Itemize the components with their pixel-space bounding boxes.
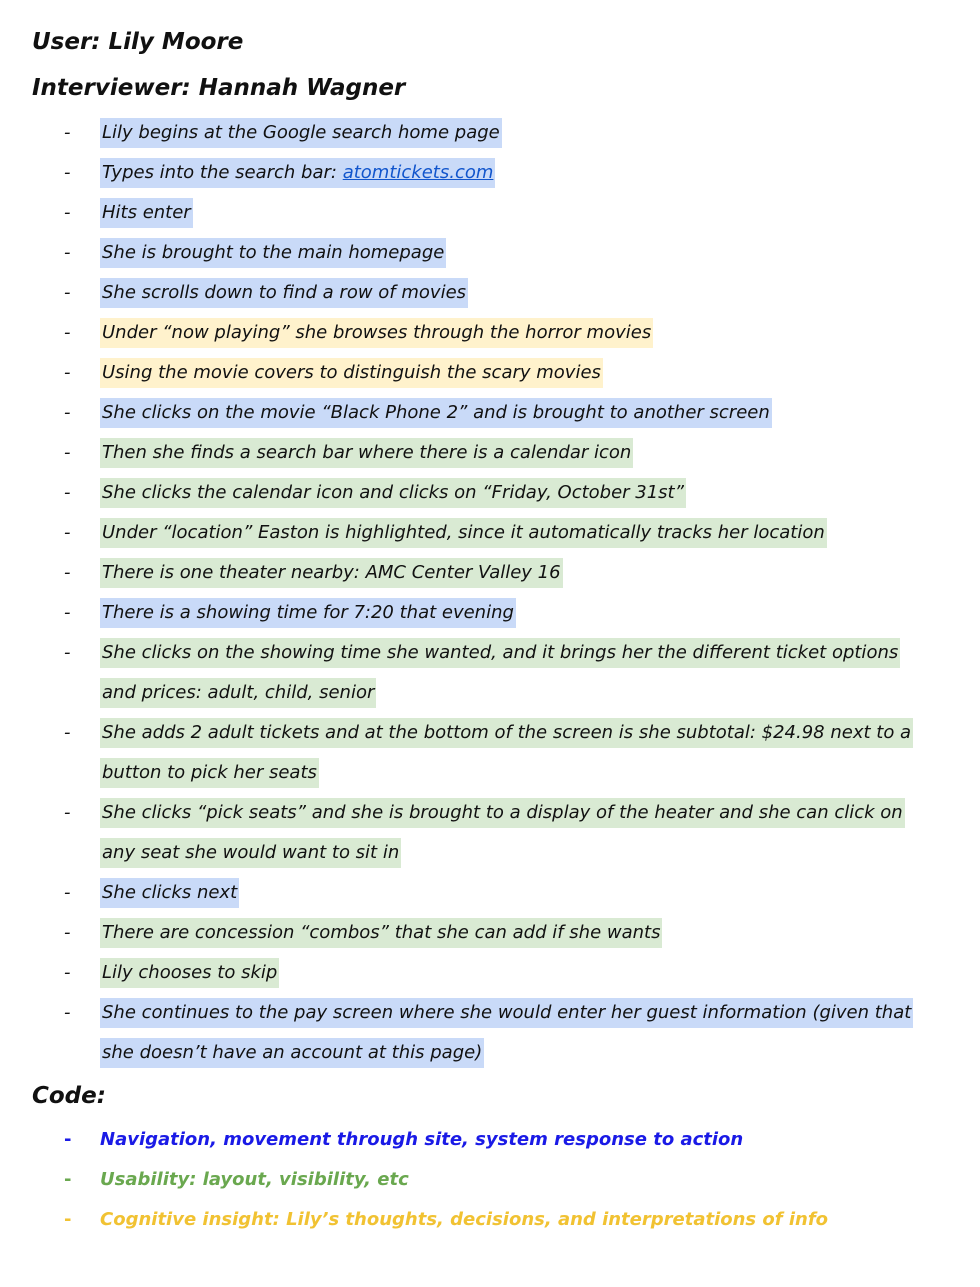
- note-line: Hits enter: [100, 198, 193, 228]
- list-item: [0, 233, 980, 273]
- note-line: button to pick her seats: [100, 758, 319, 788]
- bullet-dash: -: [64, 242, 71, 263]
- note-line: There are concession “combos” that she can add if she wants: [100, 918, 662, 948]
- note-text: [100, 633, 960, 713]
- note-text-prefix: Types into the search bar:: [102, 162, 343, 183]
- note-text: [100, 473, 960, 513]
- note-line: She clicks “pick seats” and she is brought to a display of the heater and she can click on: [100, 798, 905, 828]
- note-text: [100, 153, 960, 193]
- bullet-dash: -: [64, 1169, 72, 1190]
- bullet-dash: -: [64, 1002, 71, 1023]
- list-item: [0, 593, 980, 633]
- list-item: [0, 353, 980, 393]
- bullet-dash: -: [64, 922, 71, 943]
- note-line: Then she finds a search bar where there is a calendar icon: [100, 438, 633, 468]
- user-heading: User: Lily Moore: [32, 29, 244, 55]
- bullet-dash: -: [64, 282, 71, 303]
- note-line: She clicks on the showing time she wanted, and it brings her the different ticket options: [100, 638, 900, 668]
- note-line: She scrolls down to find a row of movies: [100, 278, 468, 308]
- note-line: She is brought to the main homepage: [100, 238, 446, 268]
- note-text: [100, 513, 960, 553]
- note-line: Using the movie covers to distinguish the scary movies: [100, 358, 603, 388]
- bullet-dash: -: [64, 522, 71, 543]
- bullet-dash: -: [64, 322, 71, 343]
- note-text: [100, 433, 960, 473]
- note-line: She clicks the calendar icon and clicks on “Friday, October 31st”: [100, 478, 686, 508]
- list-item: [0, 793, 980, 873]
- bullet-dash: -: [64, 562, 71, 583]
- note-text: [100, 273, 960, 313]
- note-line: She adds 2 adult tickets and at the bottom of the screen is she subtotal: $24.98 next to a: [100, 718, 913, 748]
- note-line: and prices: adult, child, senior: [100, 678, 376, 708]
- url-link[interactable]: atomtickets.com: [342, 162, 494, 183]
- note-line: There is a showing time for 7:20 that evening: [100, 598, 516, 628]
- bullet-dash: -: [64, 1129, 72, 1150]
- bullet-dash: -: [64, 362, 71, 383]
- list-item: [0, 633, 980, 713]
- note-line: any seat she would want to sit in: [100, 838, 401, 868]
- code-heading: Code:: [32, 1083, 106, 1109]
- list-item: [0, 193, 980, 233]
- bullet-dash: -: [64, 442, 71, 463]
- note-line: She continues to the pay screen where she would enter her guest information (given that: [100, 998, 913, 1028]
- note-text: [100, 233, 960, 273]
- note-line: she doesn’t have an account at this page): [100, 1038, 484, 1068]
- bullet-dash: -: [64, 482, 71, 503]
- bullet-dash: -: [64, 882, 71, 903]
- bullet-dash: -: [64, 722, 71, 743]
- note-text: [100, 873, 960, 913]
- bullet-dash: -: [64, 202, 71, 223]
- list-item: [0, 473, 980, 513]
- note-text: [100, 713, 960, 793]
- list-item: [0, 113, 980, 153]
- interviewer-heading: Interviewer: Hannah Wagner: [32, 75, 406, 101]
- list-item: [0, 273, 980, 313]
- note-text: [100, 113, 960, 153]
- bullet-dash: -: [64, 1209, 72, 1230]
- legend-label: Cognitive insight: Lily’s thoughts, decisions, and interpretations of info: [100, 1209, 829, 1230]
- note-line: Under “location” Easton is highlighted, since it automatically tracks her location: [100, 518, 827, 548]
- note-line: Lily begins at the Google search home page: [100, 118, 502, 148]
- list-item: [0, 713, 980, 793]
- list-item: [0, 393, 980, 433]
- note-text: [100, 953, 960, 993]
- note-line: She clicks on the movie “Black Phone 2” and is brought to another screen: [100, 398, 772, 428]
- legend-label: Navigation, movement through site, system response to action: [100, 1129, 744, 1150]
- bullet-dash: -: [64, 602, 71, 623]
- note-line: She clicks next: [100, 878, 239, 908]
- note-line: Under “now playing” she browses through the horror movies: [100, 318, 653, 348]
- note-text: [100, 793, 960, 873]
- list-item: [0, 873, 980, 913]
- list-item: [0, 993, 980, 1073]
- note-text: [100, 553, 960, 593]
- note-text: [100, 193, 960, 233]
- list-item: [0, 953, 980, 993]
- bullet-dash: -: [64, 642, 71, 663]
- list-item: [0, 513, 980, 553]
- list-item: [0, 553, 980, 593]
- note-line: There is one theater nearby: AMC Center Valley 16: [100, 558, 563, 588]
- note-text: [100, 913, 960, 953]
- list-item: [0, 433, 980, 473]
- observation-list: [0, 113, 980, 1073]
- note-text: [100, 593, 960, 633]
- note-text: [100, 993, 960, 1073]
- note-text: [100, 313, 960, 353]
- list-item: [0, 913, 980, 953]
- list-item: [0, 313, 980, 353]
- legend-label: Usability: layout, visibility, etc: [100, 1169, 409, 1190]
- note-line: Lily chooses to skip: [100, 958, 279, 988]
- bullet-dash: -: [64, 402, 71, 423]
- bullet-dash: -: [64, 802, 71, 823]
- bullet-dash: -: [64, 162, 71, 183]
- note-text: [100, 353, 960, 393]
- bullet-dash: -: [64, 962, 71, 983]
- note-text: [100, 393, 960, 433]
- bullet-dash: -: [64, 122, 71, 143]
- list-item: [0, 153, 980, 193]
